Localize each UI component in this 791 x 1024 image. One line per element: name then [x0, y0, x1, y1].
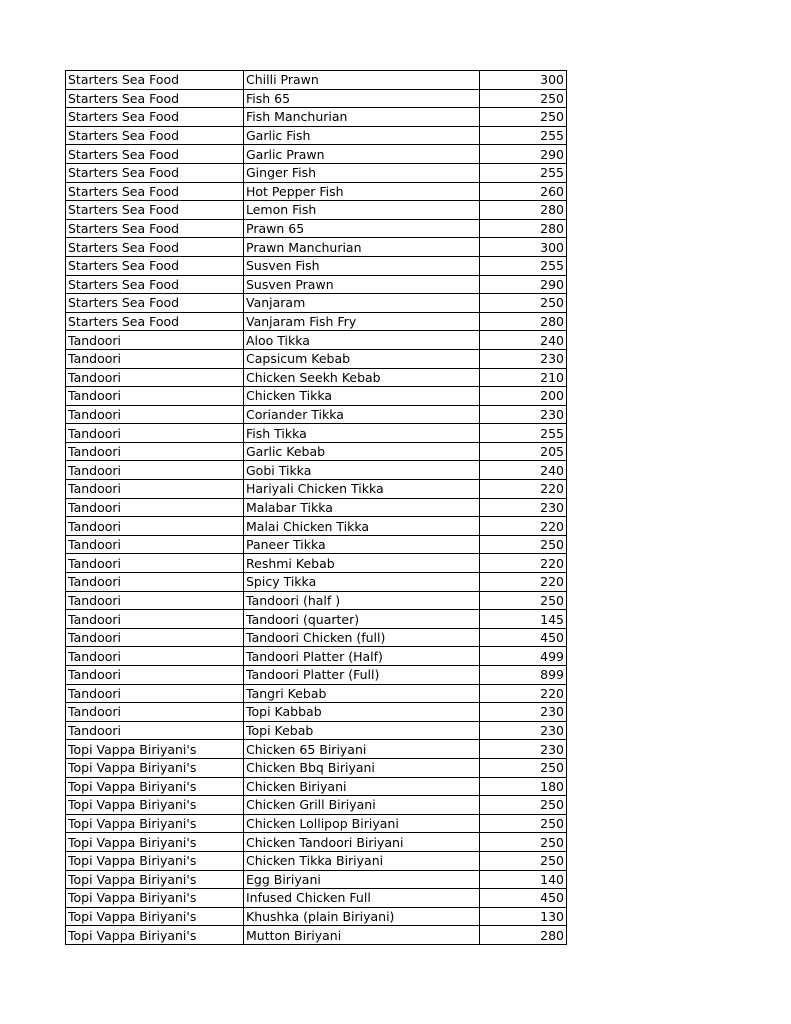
- price-cell: 250: [480, 758, 567, 777]
- table-row: [66, 126, 567, 145]
- item-cell: Susven Fish: [244, 256, 480, 275]
- price-cell: 450: [480, 889, 567, 908]
- price-cell: 220: [480, 517, 567, 536]
- item-cell: Garlic Kebab: [244, 442, 480, 461]
- table-row: [66, 219, 567, 238]
- item-cell: Chicken Grill Biriyani: [244, 796, 480, 815]
- category-cell: Topi Vappa Biriyani's: [66, 758, 244, 777]
- item-cell: Egg Biriyani: [244, 870, 480, 889]
- category-cell: Starters Sea Food: [66, 163, 244, 182]
- category-cell: Tandoori: [66, 628, 244, 647]
- table-row: [66, 349, 567, 368]
- table-row: [66, 610, 567, 629]
- price-cell: 255: [480, 256, 567, 275]
- item-cell: Vanjaram: [244, 294, 480, 313]
- price-cell: 250: [480, 108, 567, 127]
- table-row: [66, 684, 567, 703]
- table-row: [66, 71, 567, 90]
- item-cell: Chicken Lollipop Biriyani: [244, 814, 480, 833]
- item-cell: Gobi Tikka: [244, 461, 480, 480]
- category-cell: Starters Sea Food: [66, 219, 244, 238]
- price-cell: 255: [480, 126, 567, 145]
- category-cell: Topi Vappa Biriyani's: [66, 926, 244, 945]
- price-cell: 250: [480, 814, 567, 833]
- item-cell: Mutton Biriyani: [244, 926, 480, 945]
- table-row: [66, 275, 567, 294]
- category-cell: Topi Vappa Biriyani's: [66, 814, 244, 833]
- category-cell: Topi Vappa Biriyani's: [66, 740, 244, 759]
- category-cell: Tandoori: [66, 480, 244, 499]
- table-row: [66, 294, 567, 313]
- category-cell: Tandoori: [66, 647, 244, 666]
- category-cell: Starters Sea Food: [66, 89, 244, 108]
- item-cell: Khushka (plain Biriyani): [244, 907, 480, 926]
- table-row: [66, 517, 567, 536]
- price-cell: 250: [480, 535, 567, 554]
- item-cell: Tandoori (half ): [244, 591, 480, 610]
- price-cell: 300: [480, 238, 567, 257]
- category-cell: Tandoori: [66, 684, 244, 703]
- category-cell: Starters Sea Food: [66, 238, 244, 257]
- category-cell: Starters Sea Food: [66, 201, 244, 220]
- item-cell: Lemon Fish: [244, 201, 480, 220]
- price-cell: 140: [480, 870, 567, 889]
- table-row: [66, 163, 567, 182]
- category-cell: Tandoori: [66, 461, 244, 480]
- category-cell: Tandoori: [66, 721, 244, 740]
- category-cell: Starters Sea Food: [66, 256, 244, 275]
- category-cell: Tandoori: [66, 610, 244, 629]
- price-cell: 210: [480, 368, 567, 387]
- item-cell: Chicken 65 Biriyani: [244, 740, 480, 759]
- price-cell: 230: [480, 349, 567, 368]
- table-row: [66, 907, 567, 926]
- item-cell: Chicken Tikka: [244, 387, 480, 406]
- table-row: [66, 442, 567, 461]
- category-cell: Starters Sea Food: [66, 71, 244, 90]
- item-cell: Paneer Tikka: [244, 535, 480, 554]
- item-cell: Prawn Manchurian: [244, 238, 480, 257]
- category-cell: Tandoori: [66, 424, 244, 443]
- category-cell: Topi Vappa Biriyani's: [66, 907, 244, 926]
- item-cell: Fish Tikka: [244, 424, 480, 443]
- price-cell: 250: [480, 591, 567, 610]
- table-row: [66, 573, 567, 592]
- category-cell: Tandoori: [66, 535, 244, 554]
- item-cell: Chicken Seekh Kebab: [244, 368, 480, 387]
- price-cell: 180: [480, 777, 567, 796]
- price-cell: 280: [480, 219, 567, 238]
- category-cell: Tandoori: [66, 591, 244, 610]
- table-row: [66, 89, 567, 108]
- category-cell: Topi Vappa Biriyani's: [66, 889, 244, 908]
- item-cell: Fish 65: [244, 89, 480, 108]
- table-row: [66, 796, 567, 815]
- price-cell: 255: [480, 424, 567, 443]
- price-cell: 255: [480, 163, 567, 182]
- item-cell: Prawn 65: [244, 219, 480, 238]
- table-row: [66, 424, 567, 443]
- menu-table: [65, 70, 567, 945]
- category-cell: Tandoori: [66, 573, 244, 592]
- category-cell: Topi Vappa Biriyani's: [66, 796, 244, 815]
- category-cell: Tandoori: [66, 703, 244, 722]
- item-cell: Susven Prawn: [244, 275, 480, 294]
- table-row: [66, 368, 567, 387]
- table-row: [66, 777, 567, 796]
- table-row: [66, 554, 567, 573]
- item-cell: Vanjaram Fish Fry: [244, 312, 480, 331]
- item-cell: Garlic Fish: [244, 126, 480, 145]
- item-cell: Chicken Bbq Biriyani: [244, 758, 480, 777]
- item-cell: Tandoori Chicken (full): [244, 628, 480, 647]
- table-row: [66, 721, 567, 740]
- price-cell: 280: [480, 201, 567, 220]
- item-cell: Tandoori (quarter): [244, 610, 480, 629]
- category-cell: Tandoori: [66, 349, 244, 368]
- table-row: [66, 201, 567, 220]
- category-cell: Topi Vappa Biriyani's: [66, 851, 244, 870]
- price-cell: 280: [480, 926, 567, 945]
- price-cell: 230: [480, 703, 567, 722]
- table-row: [66, 331, 567, 350]
- category-cell: Starters Sea Food: [66, 182, 244, 201]
- item-cell: Capsicum Kebab: [244, 349, 480, 368]
- table-row: [66, 498, 567, 517]
- price-cell: 250: [480, 294, 567, 313]
- table-row: [66, 851, 567, 870]
- price-cell: 260: [480, 182, 567, 201]
- table-row: [66, 461, 567, 480]
- table-row: [66, 387, 567, 406]
- table-row: [66, 535, 567, 554]
- price-cell: 130: [480, 907, 567, 926]
- item-cell: Malai Chicken Tikka: [244, 517, 480, 536]
- category-cell: Topi Vappa Biriyani's: [66, 777, 244, 796]
- price-cell: 290: [480, 145, 567, 164]
- item-cell: Chicken Biriyani: [244, 777, 480, 796]
- item-cell: Infused Chicken Full: [244, 889, 480, 908]
- price-cell: 230: [480, 740, 567, 759]
- price-cell: 205: [480, 442, 567, 461]
- item-cell: Topi Kabbab: [244, 703, 480, 722]
- table-row: [66, 405, 567, 424]
- price-cell: 250: [480, 89, 567, 108]
- item-cell: Malabar Tikka: [244, 498, 480, 517]
- category-cell: Tandoori: [66, 517, 244, 536]
- price-cell: 899: [480, 666, 567, 685]
- item-cell: Hot Pepper Fish: [244, 182, 480, 201]
- table-row: [66, 312, 567, 331]
- price-cell: 499: [480, 647, 567, 666]
- table-row: [66, 740, 567, 759]
- price-cell: 300: [480, 71, 567, 90]
- table-row: [66, 238, 567, 257]
- price-cell: 250: [480, 796, 567, 815]
- price-cell: 145: [480, 610, 567, 629]
- table-row: [66, 628, 567, 647]
- price-cell: 450: [480, 628, 567, 647]
- table-row: [66, 647, 567, 666]
- table-row: [66, 926, 567, 945]
- item-cell: Coriander Tikka: [244, 405, 480, 424]
- table-row: [66, 889, 567, 908]
- table-row: [66, 833, 567, 852]
- category-cell: Tandoori: [66, 368, 244, 387]
- table-row: [66, 256, 567, 275]
- price-cell: 200: [480, 387, 567, 406]
- table-row: [66, 703, 567, 722]
- price-cell: 220: [480, 554, 567, 573]
- category-cell: Tandoori: [66, 666, 244, 685]
- category-cell: Tandoori: [66, 498, 244, 517]
- category-cell: Topi Vappa Biriyani's: [66, 870, 244, 889]
- item-cell: Chicken Tandoori Biriyani: [244, 833, 480, 852]
- item-cell: Aloo Tikka: [244, 331, 480, 350]
- item-cell: Tandoori Platter (Full): [244, 666, 480, 685]
- category-cell: Tandoori: [66, 331, 244, 350]
- menu-table-body: [66, 71, 567, 945]
- category-cell: Starters Sea Food: [66, 108, 244, 127]
- table-row: [66, 666, 567, 685]
- price-cell: 250: [480, 833, 567, 852]
- price-cell: 220: [480, 573, 567, 592]
- category-cell: Tandoori: [66, 554, 244, 573]
- category-cell: Tandoori: [66, 405, 244, 424]
- table-row: [66, 480, 567, 499]
- item-cell: Hariyali Chicken Tikka: [244, 480, 480, 499]
- item-cell: Reshmi Kebab: [244, 554, 480, 573]
- item-cell: Tangri Kebab: [244, 684, 480, 703]
- category-cell: Starters Sea Food: [66, 126, 244, 145]
- table-row: [66, 145, 567, 164]
- item-cell: Topi Kebab: [244, 721, 480, 740]
- price-cell: 220: [480, 480, 567, 499]
- price-cell: 280: [480, 312, 567, 331]
- price-cell: 240: [480, 461, 567, 480]
- item-cell: Chicken Tikka Biriyani: [244, 851, 480, 870]
- item-cell: Chilli Prawn: [244, 71, 480, 90]
- price-cell: 230: [480, 498, 567, 517]
- table-row: [66, 108, 567, 127]
- table-row: [66, 870, 567, 889]
- price-cell: 230: [480, 405, 567, 424]
- price-cell: 290: [480, 275, 567, 294]
- item-cell: Ginger Fish: [244, 163, 480, 182]
- category-cell: Starters Sea Food: [66, 145, 244, 164]
- category-cell: Tandoori: [66, 387, 244, 406]
- table-row: [66, 182, 567, 201]
- price-cell: 250: [480, 851, 567, 870]
- item-cell: Garlic Prawn: [244, 145, 480, 164]
- item-cell: Spicy Tikka: [244, 573, 480, 592]
- category-cell: Tandoori: [66, 442, 244, 461]
- table-row: [66, 591, 567, 610]
- item-cell: Fish Manchurian: [244, 108, 480, 127]
- price-cell: 220: [480, 684, 567, 703]
- price-cell: 230: [480, 721, 567, 740]
- category-cell: Starters Sea Food: [66, 275, 244, 294]
- table-row: [66, 814, 567, 833]
- table-row: [66, 758, 567, 777]
- category-cell: Topi Vappa Biriyani's: [66, 833, 244, 852]
- item-cell: Tandoori Platter (Half): [244, 647, 480, 666]
- category-cell: Starters Sea Food: [66, 312, 244, 331]
- price-cell: 240: [480, 331, 567, 350]
- category-cell: Starters Sea Food: [66, 294, 244, 313]
